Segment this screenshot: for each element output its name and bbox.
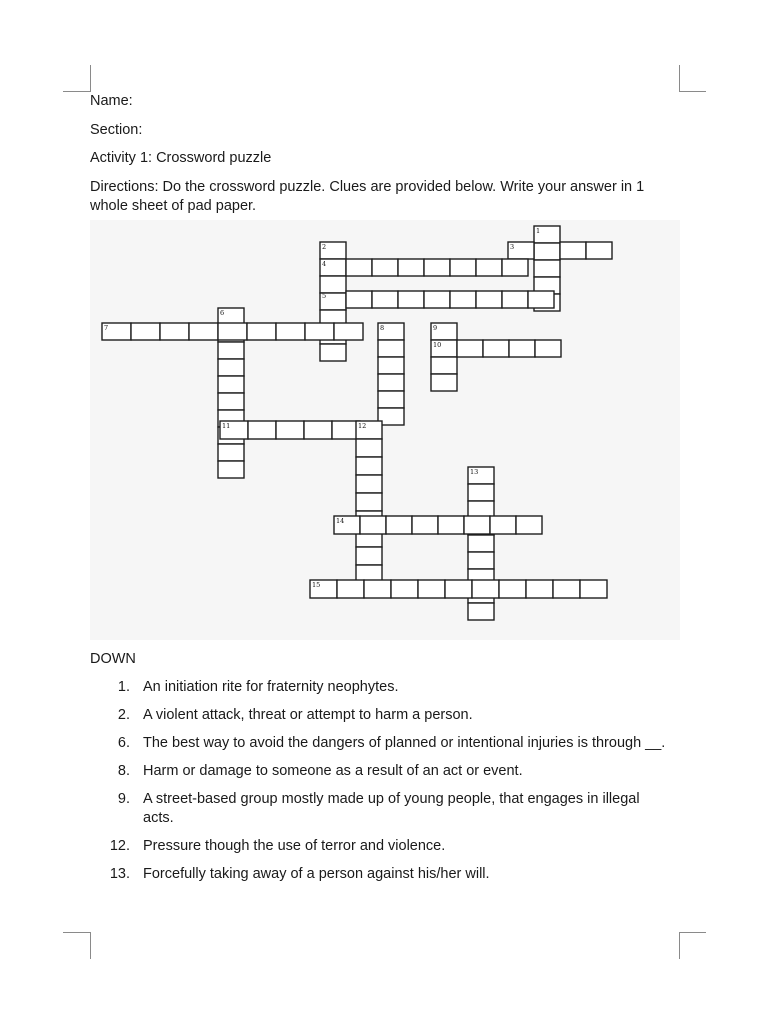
clue-text: A street-based group mostly made up of young people, that engages in illegal acts.: [143, 791, 640, 826]
crossword-cell: [334, 323, 363, 340]
crossword-cell: [431, 374, 457, 391]
crossword-cell: [516, 516, 542, 534]
crossword-cell: [346, 291, 372, 308]
crossword-cell: [472, 580, 499, 598]
crossword-cell: [450, 291, 476, 308]
crossword-cell: [464, 516, 490, 534]
cell-number-label: 11: [222, 422, 231, 430]
crossword-cell: [356, 439, 382, 457]
crossword-cell: [457, 340, 483, 357]
crop-mark-top-right-horizontal: [679, 91, 706, 92]
crossword-cell: [560, 242, 586, 259]
section-label: Section:: [90, 122, 143, 138]
crossword-cell: [378, 391, 404, 408]
crossword-cell: [534, 260, 560, 277]
cell-number-label: 8: [380, 324, 385, 332]
crossword-cell: [276, 323, 305, 340]
crossword-cell: [364, 580, 391, 598]
crossword-cell: [431, 357, 457, 374]
crossword-cell: [424, 291, 450, 308]
cell-number-label: 14: [336, 517, 345, 525]
crossword-cell: [476, 259, 502, 276]
crossword-cell: [502, 291, 528, 308]
down-heading: DOWN: [90, 651, 136, 667]
crossword-cell: [386, 516, 412, 534]
crossword-cell: [450, 259, 476, 276]
crossword-cell: [305, 323, 334, 340]
down-clue: [108, 762, 668, 781]
clue-number: 2.: [117, 707, 130, 723]
crossword-cell: [378, 374, 404, 391]
crossword-cell: [391, 580, 418, 598]
crossword-cell: [528, 291, 554, 308]
crossword-cell: [499, 580, 526, 598]
crossword-cell: [218, 461, 244, 478]
cell-number-label: 7: [104, 324, 109, 332]
crossword-cell: [276, 421, 304, 439]
down-clue: [108, 734, 668, 753]
crossword-cell: [360, 516, 386, 534]
crop-mark-top-left-horizontal: [63, 91, 90, 92]
crossword-cell: [468, 535, 494, 552]
cell-number-label: 13: [470, 468, 479, 476]
crossword-cell: [412, 516, 438, 534]
crossword-cell: [160, 323, 189, 340]
crossword-cell: [320, 276, 346, 293]
crop-mark-bottom-right-vertical: [679, 932, 680, 959]
cell-number-label: 1: [536, 227, 541, 235]
crossword-cell: [424, 259, 450, 276]
crop-mark-bottom-right-horizontal: [679, 932, 706, 933]
crossword-cell: [509, 340, 535, 357]
crossword-cell: [398, 259, 424, 276]
crossword-cell: [346, 259, 372, 276]
crossword-cell: [476, 291, 502, 308]
crossword-cell: [247, 323, 276, 340]
clue-number: 13.: [109, 866, 130, 882]
crossword-cell: [418, 580, 445, 598]
crossword-cell: [320, 344, 346, 361]
clue-number: 9.: [117, 791, 130, 807]
crossword-cell: [218, 393, 244, 410]
crossword-cell: [248, 421, 276, 439]
crossword-cell: [372, 291, 398, 308]
crossword-cell: [218, 444, 244, 461]
cell-number-label: 15: [312, 581, 321, 589]
crossword-cell: [535, 340, 561, 357]
crossword-cell: [502, 259, 528, 276]
crossword-cell: [304, 421, 332, 439]
crossword-cell: [468, 484, 494, 501]
clue-text: The best way to avoid the dangers of planned or intentional injuries is through __.: [143, 735, 666, 751]
cell-number-label: 6: [220, 309, 225, 317]
clue-number: 8.: [117, 763, 130, 779]
cell-number-label: 2: [322, 243, 327, 251]
cell-number-label: 9: [433, 324, 438, 332]
down-clue: [108, 678, 668, 697]
crossword-puzzle: [90, 220, 680, 640]
crop-mark-bottom-left-vertical: [90, 932, 91, 959]
crossword-cell: [131, 323, 160, 340]
crop-mark-bottom-left-horizontal: [63, 932, 90, 933]
crossword-cell: [580, 580, 607, 598]
crossword-cell: [218, 359, 244, 376]
activity-title: Activity 1: Crossword puzzle: [90, 150, 272, 166]
crossword-cell: [586, 242, 612, 259]
crossword-cell: [356, 547, 382, 565]
crossword-cell: [438, 516, 464, 534]
crossword-cell: [337, 580, 364, 598]
cell-number-label: 3: [510, 243, 515, 251]
crossword-cell: [356, 475, 382, 493]
clue-text: Forcefully taking away of a person against his/her will.: [143, 866, 490, 882]
crossword-cell: [218, 342, 244, 359]
crossword-cell: [534, 243, 560, 260]
clue-text: An initiation rite for fraternity neophytes.: [143, 679, 399, 695]
crossword-cell: [378, 340, 404, 357]
clue-number: 12.: [109, 838, 130, 854]
cell-number-label: 10: [433, 341, 442, 349]
crossword-cell: [218, 376, 244, 393]
crossword-grid: [90, 220, 680, 640]
crop-mark-top-right-vertical: [679, 65, 680, 92]
cell-number-label: 4: [322, 260, 327, 268]
crossword-cell: [356, 493, 382, 511]
crossword-cell: [483, 340, 509, 357]
crossword-cell: [189, 323, 218, 340]
crossword-cell: [490, 516, 516, 534]
crossword-cell: [468, 552, 494, 569]
down-clue: [108, 706, 668, 725]
cell-number-label: 5: [322, 292, 327, 300]
crossword-cell: [398, 291, 424, 308]
crossword-cell: [526, 580, 553, 598]
clue-number: 6.: [117, 735, 130, 751]
name-label: Name:: [90, 93, 133, 109]
crossword-cell: [372, 259, 398, 276]
clue-number: 1.: [117, 679, 130, 695]
down-clue: [108, 790, 668, 828]
cell-number-label: 12: [358, 422, 367, 430]
clue-text: Harm or damage to someone as a result of an act or event.: [143, 763, 523, 779]
down-clue-list: [108, 678, 668, 893]
crossword-cell: [356, 457, 382, 475]
crossword-cell: [553, 580, 580, 598]
clue-text: A violent attack, threat or attempt to harm a person.: [143, 707, 473, 723]
down-clue: [108, 837, 668, 856]
clue-text: Pressure though the use of terror and violence.: [143, 838, 446, 854]
directions-text: Directions: Do the crossword puzzle. Clues are provided below. Write your answer in 1 whole sheet of pad paper.: [90, 179, 645, 214]
down-clue: [108, 865, 668, 884]
crossword-cell: [445, 580, 472, 598]
crop-mark-top-left-vertical: [90, 65, 91, 92]
crossword-cell: [218, 323, 247, 340]
crossword-cell: [468, 603, 494, 620]
crossword-cell: [378, 357, 404, 374]
